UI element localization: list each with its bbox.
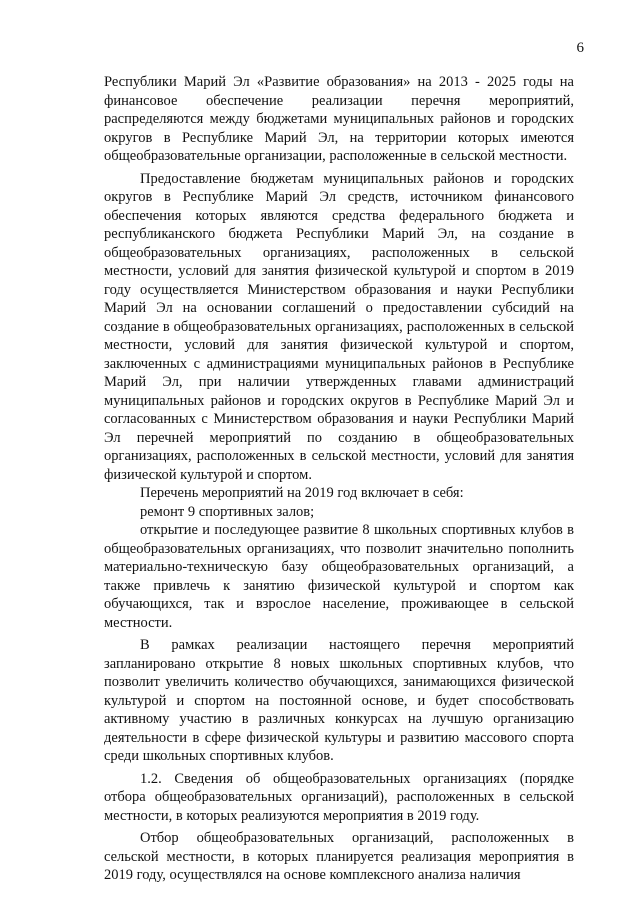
paragraph-4: ремонт 9 спортивных залов; <box>140 503 315 520</box>
paragraph-2: Предоставление бюджетам муниципальных районов и городских округов в Республике Марий Эл средств, источником финансового обеспечения которых являются средства федерального бюджета и республиканского бюджета Республики Марий Эл, на создание в общеобразовательных организациях, расположенных в сельской местности, условий для занятия физической культурой и спортом в 2019 году осуществляется Министерством образования и науки Республики Марий Эл на основании соглашений о предоставлении субсидий на создание в общеобразовательных организациях, расположенных в сельской местности, условий для занятия физической культурой и спортом, заключенных с администрациями муниципальных районов в Республике Марий Эл, при наличии утвержденных главами администраций муниципальных районов и городских округов в Республике Марий Эл и согласованных с Министерством образования и науки Республики Марий Эл перечней мероприятий по созданию в общеобразовательных организациях, расположенных в сельской местности, условий для занятия физической культурой и спортом. <box>104 170 574 483</box>
paragraph-1: Республики Марий Эл «Развитие образования» на 2013 - 2025 годы на финансовое обеспечение реализации перечня мероприятий, распределяются между бюджетами муниципальных районов и городских округов в Республике Марий Эл, на территории которых имеются общеобразовательные организации, расположенные в сельской местности. <box>104 74 574 164</box>
paragraph-3: Перечень мероприятий на 2019 год включает в себя: <box>140 485 464 501</box>
page-number: 6 <box>576 40 584 56</box>
section-heading-1-2: 1.2. Сведения об общеобразовательных организациях (порядке отбора общеобразовательных организаций), расположенных в сельской местности, в которых реализуются мероприятия в 2019 году. <box>104 770 574 824</box>
paragraph-8: Отбор общеобразовательных организаций, расположенных в сельской местности, в которых планируется реализация мероприятия в 2019 году, осуществлялся на основе комплексного анализа наличия <box>104 830 574 883</box>
document-body <box>104 73 574 885</box>
paragraph-6: В рамках реализации настоящего перечня мероприятий запланировано открытие 8 новых школьных спортивных клубов, что позволит увеличить количество обучающихся, занимающихся физической культурой и спортом на постоянной основе, и будет способствовать активному участию в различных конкурсах на лучшую организацию деятельности в сфере физической культуры и развитию массового спорта среди школьных спортивных клубов. <box>104 637 574 764</box>
paragraph-5: открытие и последующее развитие 8 школьных спортивных клубов в общеобразовательных организациях, что позволит значительно пополнить материально-техническую базу общеобразовательных организаций, а также привлечь к занятию физической культурой и спортом как обучающихся, так и взрослое население, проживающее в сельской местности. <box>104 522 574 631</box>
